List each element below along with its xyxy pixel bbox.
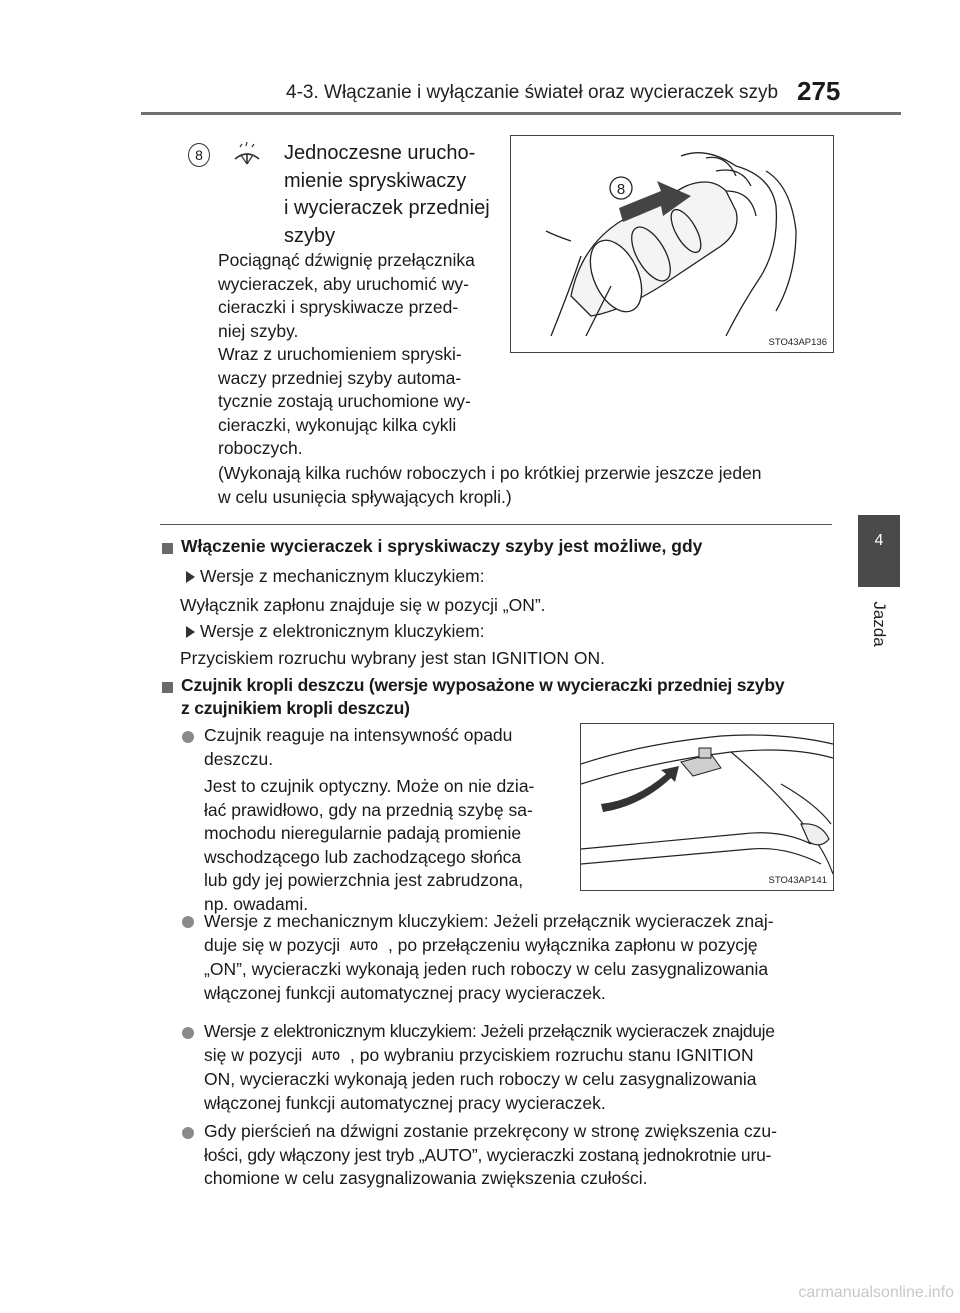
block1-item2-detail: Przyciskiem rozruchu wybrany jest stan IGNITION ON. — [180, 648, 605, 668]
text-segment: , po wybraniu przyciskiem rozruchu stanu IGNITION — [350, 1044, 754, 1065]
figure-rain-sensor — [580, 723, 834, 891]
arrow-bullet-icon — [186, 625, 195, 643]
page-number: 275 — [797, 76, 841, 106]
bullet-line: ON, wycieraczki wykonają jeden ruch roboczy w celu zasygnalizowania — [204, 1069, 757, 1089]
para-line: mochodu nieregularnie padają promienie — [204, 823, 522, 843]
block1-item2: Wersje z elektronicznym kluczykiem: — [200, 621, 485, 641]
section-divider — [160, 524, 832, 525]
chapter-number: 4 — [874, 532, 884, 549]
body-line: niej szyby. — [218, 320, 299, 341]
para-line: łać prawidłowo, gdy na przednią szybę sa- — [204, 799, 533, 820]
body-line: roboczych. — [218, 438, 303, 458]
chapter-tab[interactable] — [858, 515, 900, 587]
block2-bullet1 — [204, 724, 560, 771]
header-section-title: 4-3. Włączanie i wyłączanie świateł oraz wycieraczek szyb — [286, 82, 779, 103]
figure-code: STO43AP141 — [768, 875, 827, 886]
bullet-line: Czujnik reaguje na intensywność opadu — [204, 725, 513, 745]
block1-item1-detail: Wyłącznik zapłonu znajduje się w pozycji „ON”. — [180, 595, 546, 615]
windshield-washer-icon — [232, 141, 262, 167]
block1-item1: Wersje z mechanicznym kluczykiem: — [200, 566, 485, 586]
bullet-line: Gdy pierścień na dźwigni zostanie przekręcony w stronę zwiększenia czu- — [204, 1121, 777, 1141]
para-line: wschodzącego lub zachodzącego słońca — [204, 846, 522, 867]
round-bullet-icon — [182, 916, 194, 928]
round-bullet-icon — [182, 1027, 194, 1039]
heading-line: z czujnikiem kropli deszczu) — [181, 698, 410, 718]
body-line: waczy przedniej szyby automa- — [218, 367, 462, 388]
body-line: wycieraczek, aby uruchomić wy- — [218, 273, 469, 294]
section8-heading — [284, 140, 494, 250]
section8-note — [218, 462, 832, 509]
square-bullet-icon — [162, 682, 173, 693]
figure-code: STO43AP136 — [768, 337, 827, 348]
heading-line: i wycieraczek przedniej — [284, 197, 490, 219]
chapter-label-box — [858, 592, 900, 656]
bullet-line: Wersje z elektronicznym kluczykiem: Jeżeli przełącznik wycieraczek znajduje — [204, 1021, 775, 1041]
bullet-line: włączonej funkcji automatycznej pracy wycieraczek. — [204, 1092, 606, 1113]
item-marker-8: 8 — [188, 143, 210, 167]
round-bullet-icon — [182, 731, 194, 743]
bullet-line: chomione w celu zasygnalizowania zwiększenia czułości. — [204, 1168, 648, 1188]
figure-wiper-lever — [510, 135, 834, 353]
para-line: Jest to czujnik optyczny. Może on nie dzia- — [204, 776, 535, 796]
body-line: tycznie zostają uruchomione wy- — [218, 391, 471, 411]
header-rule — [141, 112, 901, 115]
square-bullet-icon — [162, 543, 173, 554]
watermark: carmanualsonline.info — [798, 1284, 954, 1301]
body-line: Wraz z uruchomieniem spryski- — [218, 344, 462, 364]
note-line: w celu usunięcia spływających kropli.) — [218, 486, 512, 507]
section8-body — [218, 249, 494, 461]
note-line: (Wykonają kilka ruchów roboczych i po krótkiej przerwie jeszcze jeden — [218, 463, 762, 483]
text-segment: się w pozycji — [204, 1044, 303, 1065]
block1-heading: Włączenie wycieraczek i spryskiwaczy szyby jest możliwe, gdy — [181, 536, 703, 556]
bullet-line: Wersje z mechanicznym kluczykiem: Jeżeli przełącznik wycieraczek znaj- — [204, 911, 774, 931]
rain-sensor-illustration — [581, 724, 833, 890]
para-line: lub gdy jej powierzchnia jest zabrudzona, — [204, 870, 524, 890]
body-line: Pociągnąć dźwignię przełącznika — [218, 250, 475, 270]
heading-line: szyby — [284, 224, 336, 247]
heading-line: mienie spryskiwaczy — [284, 169, 467, 192]
block2-bullet1-para — [204, 775, 560, 916]
bullet-line — [204, 934, 832, 959]
block2-bullet2 — [204, 910, 832, 1005]
bullet-line: włączonej funkcji automatycznej pracy wycieraczek. — [204, 982, 606, 1003]
block1-heading-marker — [162, 541, 173, 559]
bullet-line: deszczu. — [204, 748, 274, 769]
auto-symbol-icon: AUTO — [349, 938, 379, 953]
bullet-line: łości, gdy włączony jest tryb „AUTO”, wycieraczki zostaną jednokrotnie uru- — [204, 1144, 772, 1165]
bullet-line — [204, 1044, 832, 1069]
body-line: cieraczki i spryskiwacze przed- — [218, 297, 459, 317]
text-segment: , po przełączeniu wyłącznika zapłonu w pozycję — [387, 934, 758, 955]
chapter-label: Jazda — [870, 601, 889, 647]
wiper-lever-illustration — [511, 136, 833, 352]
auto-symbol-icon: AUTO — [311, 1048, 341, 1063]
block2-heading-marker — [162, 680, 173, 698]
heading-line: Czujnik kropli deszczu (wersje wyposażone w wycieraczki przedniej szyby — [181, 675, 785, 695]
para-line: np. owadami. — [204, 893, 309, 914]
arrow-bullet-icon — [186, 570, 195, 588]
figure-callout-8: 8 — [616, 181, 626, 198]
heading-line: Jednoczesne urucho- — [284, 142, 476, 164]
block2-heading — [181, 674, 833, 720]
bullet-line: „ON”, wycieraczki wykonają jeden ruch roboczy w celu zasygnalizowania — [204, 959, 769, 979]
block2-bullet3 — [204, 1020, 832, 1115]
body-line: cieraczki, wykonując kilka cykli — [218, 414, 457, 435]
round-bullet-icon — [182, 1127, 194, 1139]
block2-bullet4 — [204, 1120, 832, 1191]
text-segment: duje się w pozycji — [204, 934, 341, 955]
